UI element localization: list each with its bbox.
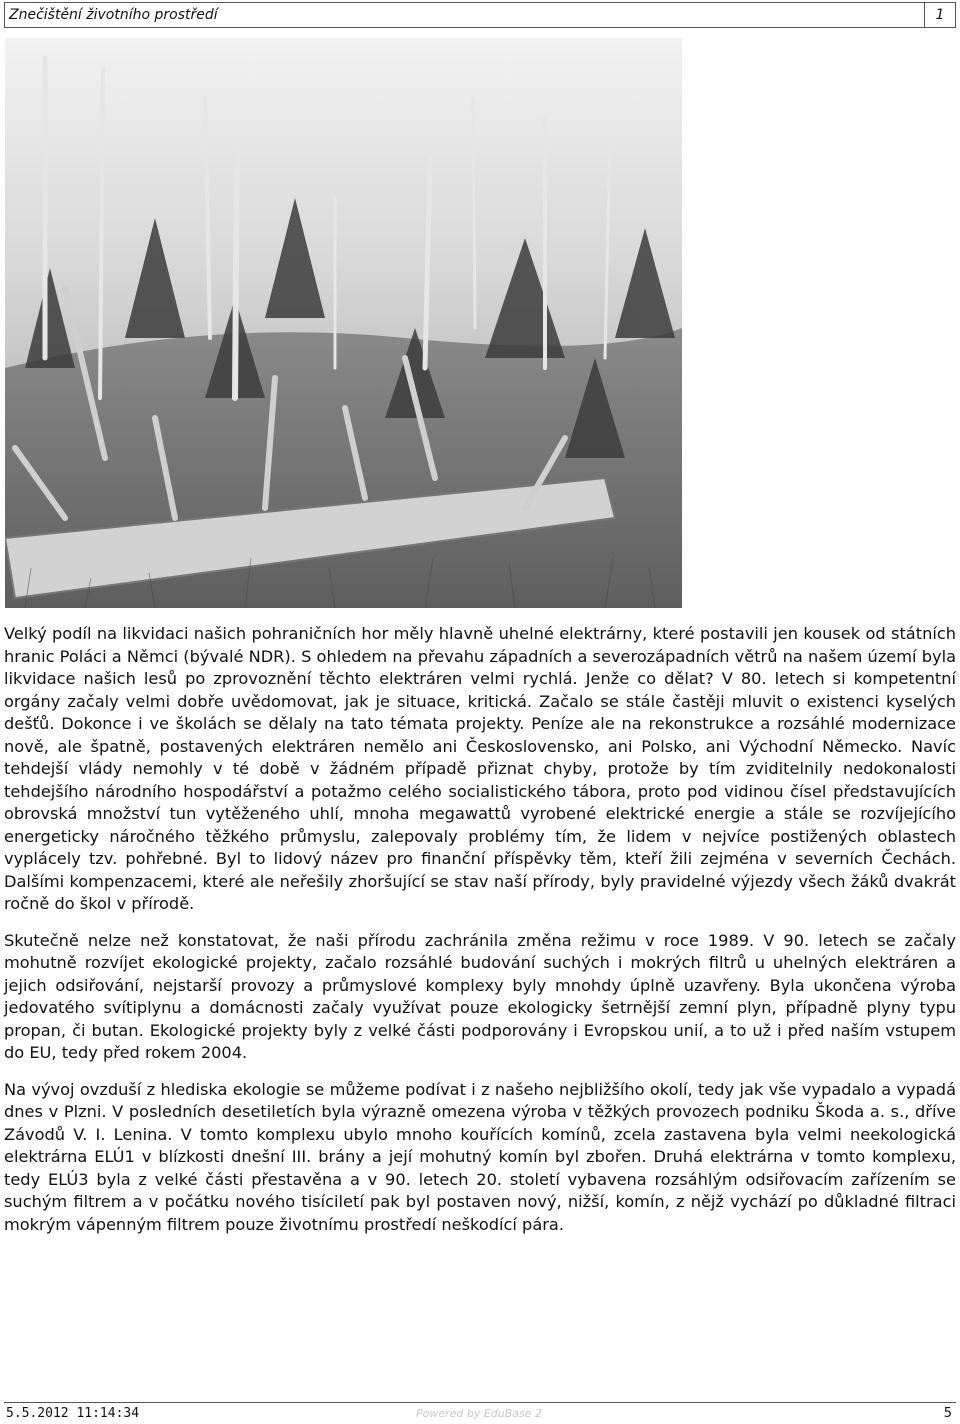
footer-datetime: 5.5.2012 11:14:34 xyxy=(6,1405,140,1421)
page-header xyxy=(4,2,956,28)
paragraph-1: Velký podíl na likvidaci našich pohraničních hor měly hlavně uhelné elektrárny, které postavili jen kousek od státních hranic Poláci a Němci (bývalé NDR). S ohledem na převahu západních a severozápadních větrů na našem území byla likvidace našich lesů po zprovoznění těchto elektráren velmi rychlá. Jenže co dělat? V 80. letech si kompetentní orgány začaly velmi dobře uvědomovat, jak je situace, kritická. Začalo se stále častěji mluvit o existenci kyselých dešťů. Dokonce i ve školách se dělaly na tato témata projekty. Peníze ale na rekonstrukce a rozsáhlé modernizace nově, ale špatně, postavených elektráren nemělo ani Československo, ani Polsko, ani Východní Německo. Navíc tehdejší vlády nemohly v té době v žádném případě přiznat chyby, protože by tím zviditelnily nedokonalosti tehdejšího národního hospodářství a potažmo celého socialistického tábora, proto pod vidinou čísel představujících obrovská množství tun vytěženého uhlí, mnoha megawattů vyrobené elektrické energie a stále se rozvíjejícího energeticky náročného těžkého průmyslu, zalepovaly problémy tím, že lidem v nejvíce postižených oblastech vyplácely tzv. pohřebné. Byl to lidový název pro finanční příspěvky těm, kteří žili zejména v severních Čechách. Dalšími kompenzacemi, které ale neřešily zhoršující se stav naší přírody, byly pravidelné výjezdy všech žáků dvakrát ročně do škol v přírodě. xyxy=(4,624,956,913)
paragraph-3: Na vývoj ovzduší z hlediska ekologie se můžeme podívat i z našeho nejbližšího okolí, tedy jak vše vypadalo a vypadá dnes v Plzni. V posledních desetiletích byla výrazně omezena výroba v těžkých provozech podniku Škoda a. s., dříve Závodů V. I. Lenina. V tomto komplexu ubylo mnoho kouřících komínů, zcela zastavena byla velmi neekologická elektrárna ELÚ1 v blízkosti dnešní III. brány a její mohutný komín byl zbořen. Druhá elektrárna v tomto komplexu, tedy ELÚ3 byla z velké části přestavěna a v 90. letech 20. století vybavena rozsáhlým odsiřovacím zařízením se suchým filtrem a v počátku nového tisíciletí pak byl postaven nový, nižší, komín, z nějž vychází po důkladné filtraci mokrým vápenným filtrem pouze životnímu prostředí neškodící pára. xyxy=(4,1079,956,1234)
header-page-number: 1 xyxy=(924,2,956,28)
document-title: Znečištění životního prostředí xyxy=(4,2,924,28)
footer-page-number: 5 xyxy=(943,1405,952,1421)
powered-by-label: Powered by EduBase 2 xyxy=(415,1406,543,1420)
paragraph-2: Skutečně nelze než konstatovat, že naši přírodu zachránila změna režimu v roce 1989. V 90. letech se začaly mohutně rozvíjet ekologické projekty, začalo rozsáhlé budování suchých i mokrých filtrů u uhelných elektráren a jejich odsiřování, nejstarší provozy a průmyslové komplexy byly mnohdy úplně uzavřeny. Byla ukončena výroba jedovatého svítiplynu a domácnosti začaly využívat pouze ekologicky šetrnější zemní plyn, případně plyny typu propan, či butan. Ekologické projekty byly z velké části podporovány i Evropskou unií, a to už i před naším vstupem do EU, tedy před rokem 2004. xyxy=(4,930,956,1062)
dead-forest-photo xyxy=(5,38,682,608)
photo-illustration xyxy=(5,38,682,608)
article-body xyxy=(4,623,956,1250)
page-footer xyxy=(4,1402,956,1423)
